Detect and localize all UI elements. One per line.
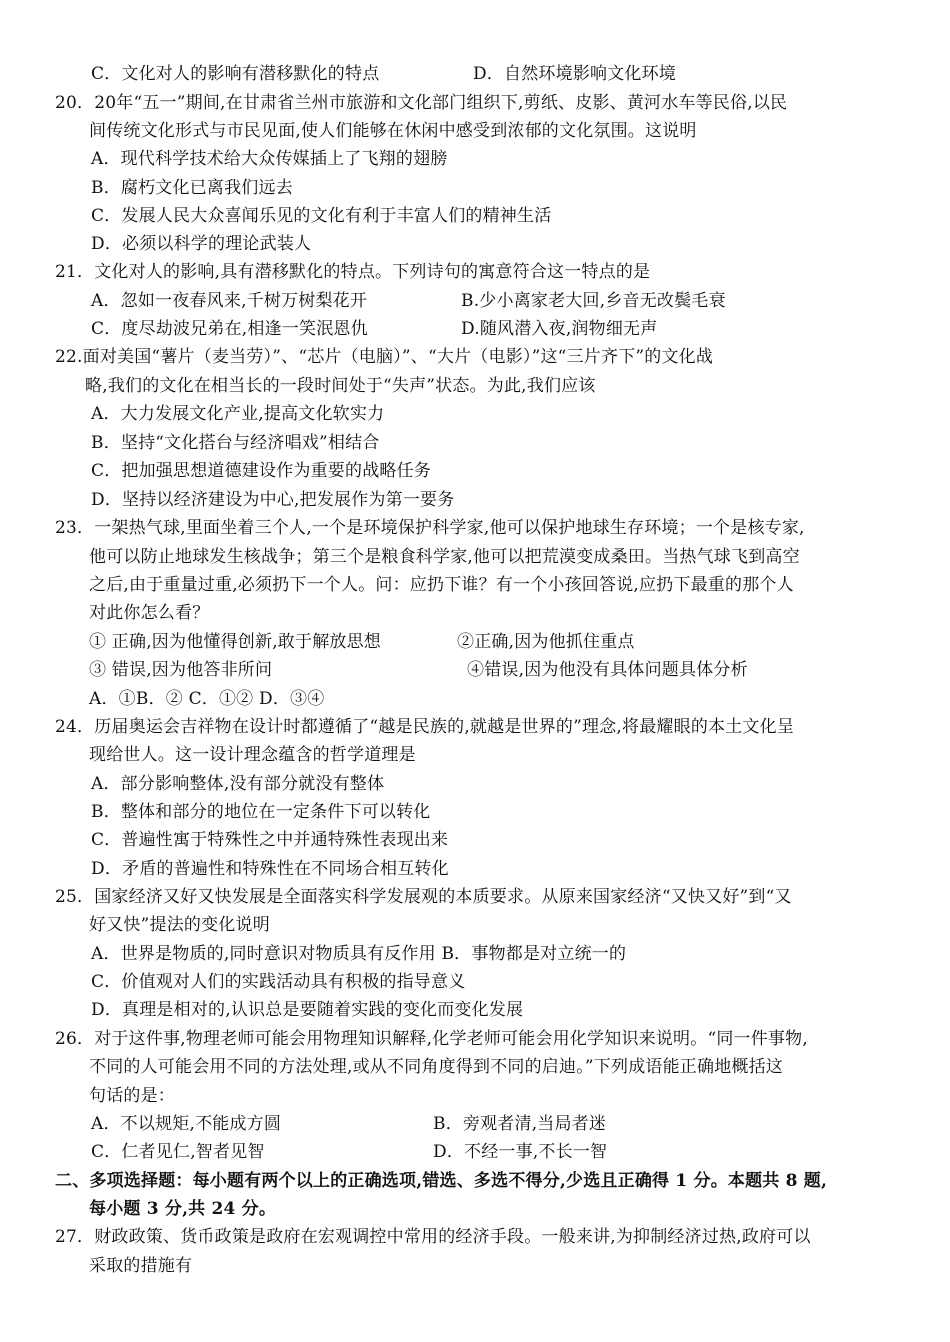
q25-option-c: C．价值观对人们的实践活动具有积极的指导意义 — [91, 972, 466, 992]
q24-option-a: A．部分影响整体,没有部分就没有整体 — [91, 774, 385, 794]
q22-stem-line2: 略,我们的文化在相当长的一段时间处于“失声”状态。为此,我们应该 — [85, 376, 596, 396]
q25-stem-line1: 25．国家经济又好又快发展是全面落实科学发展观的本质要求。从原来国家经济“又快又好”到“又 — [55, 887, 792, 907]
q20-option-a: A．现代科学技术给大众传媒插上了飞翔的翅膀 — [91, 149, 448, 169]
q24-stem-line2: 现给世人。这一设计理念蕴含的哲学道理是 — [89, 745, 416, 765]
q22-option-c: C．把加强思想道德建设作为重要的战略任务 — [91, 461, 432, 481]
q20-stem-line1: 20．20年“五一”期间,在甘肃省兰州市旅游和文化部门组织下,剪纸、皮影、黄河水车等民俗,以民 — [55, 93, 788, 113]
q23-statement-2: ②正确,因为他抓住重点 — [457, 632, 635, 652]
q20-stem-line2: 间传统文化形式与市民见面,使人们能够在休闲中感受到浓郁的文化氛围。这说明 — [89, 121, 697, 141]
q26-option-d: D．不经一事,不长一智 — [433, 1142, 608, 1162]
q21-option-b: B.少小离家老大回,乡音无改鬓毛衰 — [461, 291, 726, 311]
q26-stem-line1: 26．对于这件事,物理老师可能会用物理知识解释,化学老师可能会用化学知识来说明。“同一件事物, — [55, 1029, 808, 1049]
section-2-heading-line1: 二、多项选择题：每小题有两个以上的正确选项,错选、多选不得分,少选且正确得 1 分。本题共 8 题, — [55, 1171, 828, 1191]
q25-option-a-b: A．世界是物质的,同时意识对物质具有反作用 B．事物都是对立统一的 — [91, 944, 627, 964]
q21-option-a: A．忽如一夜春风来,千树万树梨花开 — [91, 291, 368, 311]
q23-stem-line2: 他可以防止地球发生核战争；第三个是粮食科学家,他可以把荒漠变成桑田。当热气球飞到高空 — [89, 547, 800, 567]
q24-option-b: B．整体和部分的地位在一定条件下可以转化 — [91, 802, 431, 822]
q23-options: A．①B．② C．①② D．③④ — [89, 689, 325, 709]
q21-option-d: D.随风潜入夜,润物细无声 — [461, 319, 658, 339]
q20-option-d: D．必须以科学的理论武装人 — [91, 234, 312, 254]
q22-option-b: B．坚持“文化搭台与经济唱戏”相结合 — [91, 433, 380, 453]
q26-stem-line2: 不同的人可能会用不同的方法处理,或从不同角度得到不同的启迪。”下列成语能正确地概括这 — [89, 1057, 783, 1077]
q25-option-d: D．真理是相对的,认识总是要随着实践的变化而变化发展 — [91, 1000, 524, 1020]
q23-statement-3: ③ 错误,因为他答非所问 — [89, 660, 273, 680]
q27-stem-line2: 采取的措施有 — [89, 1256, 193, 1276]
q23-statement-1: ① 正确,因为他懂得创新,敢于解放思想 — [89, 632, 382, 652]
q24-option-d: D．矛盾的普遍性和特殊性在不同场合相互转化 — [91, 859, 449, 879]
q26-option-b: B．旁观者清,当局者迷 — [433, 1114, 607, 1134]
q21-option-c: C．度尽劫波兄弟在,相逢一笑泯恩仇 — [91, 319, 368, 339]
q23-statement-4: ④错误,因为他没有具体问题具体分析 — [467, 660, 748, 680]
q23-stem-line4: 对此你怎么看？ — [89, 603, 210, 623]
q22-option-a: A．大力发展文化产业,提高文化软实力 — [91, 404, 385, 424]
q23-stem-line1: 23．一架热气球,里面坐着三个人,一个是环境保护科学家,他可以保护地球生存环境；一个是核专家, — [55, 518, 805, 538]
q20-option-c: C．发展人民大众喜闻乐见的文化有利于丰富人们的精神生活 — [91, 206, 552, 226]
section-2-heading-line2: 每小题 3 分,共 24 分。 — [89, 1199, 277, 1219]
q19-option-c: C．文化对人的影响有潜移默化的特点 — [91, 64, 380, 84]
q25-stem-line2: 好又快”提法的变化说明 — [89, 915, 270, 935]
q24-stem-line1: 24．历届奥运会吉祥物在设计时都遵循了“越是民族的,就越是世界的”理念,将最耀眼的本土文化呈 — [55, 717, 795, 737]
q22-stem-line1: 22.面对美国“薯片（麦当劳）”、“芯片（电脑）”、“大片（电影）”这“三片齐下”的文化战 — [55, 347, 714, 367]
q20-option-b: B．腐朽文化已离我们远去 — [91, 178, 293, 198]
q23-stem-line3: 之后,由于重量过重,必须扔下一个人。问：应扔下谁？有一个小孩回答说,应扔下最重的那个人 — [89, 575, 794, 595]
q19-option-d: D．自然环境影响文化环境 — [473, 64, 677, 84]
q27-stem-line1: 27．财政政策、货币政策是政府在宏观调控中常用的经济手段。一般来讲,为抑制经济过热,政府可以 — [55, 1227, 811, 1247]
q26-stem-line3: 句话的是： — [89, 1086, 175, 1106]
q26-option-a: A．不以规矩,不能成方圆 — [91, 1114, 282, 1134]
q22-option-d: D．坚持以经济建设为中心,把发展作为第一要务 — [91, 490, 455, 510]
q21-stem: 21．文化对人的影响,具有潜移默化的特点。下列诗句的寓意符合这一特点的是 — [55, 262, 651, 282]
q26-option-c: C．仁者见仁,智者见智 — [91, 1142, 265, 1162]
q24-option-c: C．普遍性寓于特殊性之中并通特殊性表现出来 — [91, 830, 449, 850]
